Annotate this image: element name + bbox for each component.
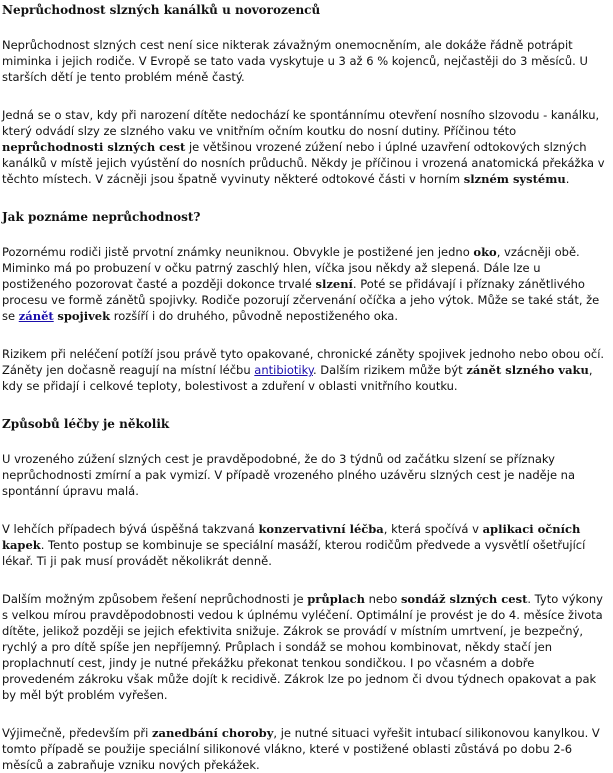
- text: Jedná se o stav, kdy při narození dítěte nedochází ke spontánnímu otevření nosního slzovodu - kanálku, který odvádí slzy ze slzného vaku ve vnitřním očním koutku do nosní dutiny. Příčinou této: [2, 108, 600, 138]
- text: . Tyto výkony s velkou mírou pravděpodobnosti vedou k úplnému vyléčení. Optimální je provést je do 4. měsíce života dítěte, jelikož později se jejich efektivita snižuje. Zákrok se provádí v místním umrtvení, je bezpečný, rychlý a pro dítě spíše jen nepříjemný. Průplach i sondáž se mohou kombinovat, někdy stačí jen proplachnutí cest, jindy je nutné překážku překonat tenkou sondičkou. I po včasném a dobře provedeném zákroku však může dojít k recidivě. Zákrok lze po jednom či dvou týdnech opakovat a pak by měl být problém vyřešen.: [2, 592, 603, 702]
- link-antibiotiky[interactable]: antibiotiky: [254, 363, 313, 377]
- text: je většinou vrozené zúžení nebo i úplné uzavření odtokových slzných kanálků v místě jejich vyústění do nosních průduchů. Někdy je příčinou i vrozená anatomická překážka v těchto místech. V zácněji jsou špatně vyvinuty některé odtokové části v horním: [2, 140, 605, 186]
- bold-term: aplikaci očních kapek: [2, 522, 581, 552]
- paragraph-intubation: [2, 725, 610, 773]
- bold-term: slzném systému: [463, 172, 566, 186]
- text: nebo: [364, 592, 401, 606]
- bold-term: konzervativní léčba: [258, 522, 384, 536]
- article-title: Neprůchodnost slzných kanálků u novorozenců: [2, 3, 321, 17]
- text: . Tento postup se kombinuje se speciální masáží, kterou rodičům předvede a vysvětlí ošetřující lékař. Ti ji pak musí provádět několikrát denně.: [2, 538, 586, 568]
- text: .: [565, 172, 570, 186]
- text: , je nutné situaci vyřešit intubací silikonovou kanylkou. V tomto případě se použije speciální silikonové vlákno, které v postižené oblasti zůstává po dobu 2-6 měsíců a zabraňuje vzniku nových překážek.: [2, 726, 600, 772]
- paragraph-symptoms: [2, 244, 610, 324]
- text: . Poté se přidávají i příznaky zánětlivého procesu ve formě zánětů spojivky. Rodiče pozorují zčervenání očíčka a jeho výtok. Může se také stát, že se: [2, 277, 600, 323]
- text: Rizikem při neléčení potíží jsou právě tyto opakované, chronické záněty spojivek jednoho nebo obou očí. Záněty jen dočasně reagují na místní léčbu: [2, 347, 605, 377]
- link-zanet[interactable]: zánět: [18, 309, 54, 323]
- text: V lehčích případech bývá úspěšná takzvaná: [2, 522, 259, 536]
- paragraph-treatment-intro: U vrozeného zúžení slzných cest je pravděpodobné, že do 3 týdnů od začátku slzení se příznaky neprůchodnosti zmírní a pak vymizí. V případě vrozeného plného uzávěru slzných cest je naděje na spontánní úpravu malá.: [2, 452, 576, 498]
- bold-term: průplach: [307, 592, 365, 606]
- text: . Dalším rizikem může být: [313, 363, 467, 377]
- bold-term: sondáž slzných cest: [400, 592, 528, 606]
- text: , vzácněji obě. Miminko má po probuzení v očku patrný zaschlý hlen, víčka jsou někdy až slepená. Dále lze u postiženého pozorovat časté a později dokonce trvalé: [2, 245, 580, 291]
- section-heading-symptoms: Jak poznáme neprůchodnost?: [2, 210, 201, 224]
- paragraph-conservative: [2, 521, 610, 569]
- text: Pozornému rodiči jistě prvotní známky neuniknou. Obvykle je postižené jen jedno: [2, 245, 474, 259]
- bold-term: zánět slzného vaku: [466, 363, 589, 377]
- paragraph-intro: Neprůchodnost slzných cest není sice nikterak závažným onemocněním, ale dokáže řádně potrápit miminka i jejich rodiče. V Evropě se tato vada vyskytuje u 3 až 6 % kojenců, nejčastěji do 3 měsíců. U starších dětí je tento problém méně častý.: [2, 38, 588, 84]
- paragraph-probing: [2, 591, 610, 703]
- section-heading-treatment: Způsobů léčby je několik: [2, 417, 170, 431]
- text: Výjimečně, především při: [2, 726, 152, 740]
- bold-term: oko: [473, 245, 497, 259]
- text: , kdy se přidají i celkové teploty, bolestivost a zduření v oblasti vnitřního koutku.: [2, 363, 593, 393]
- bold-term: neprůchodnosti slzných cest: [2, 140, 186, 154]
- bold-term: spojivek: [57, 309, 111, 323]
- bold-term: slzení: [315, 277, 353, 291]
- paragraph-risks: [2, 346, 610, 394]
- text: , která spočívá v: [383, 522, 483, 536]
- text: rozšíří i do druhého, původně nepostiženého oka.: [110, 309, 398, 323]
- bold-term: zanedbání choroby: [151, 726, 274, 740]
- paragraph-cause: [2, 107, 610, 187]
- text: Dalším možným způsobem řešení neprůchodnosti je: [2, 592, 308, 606]
